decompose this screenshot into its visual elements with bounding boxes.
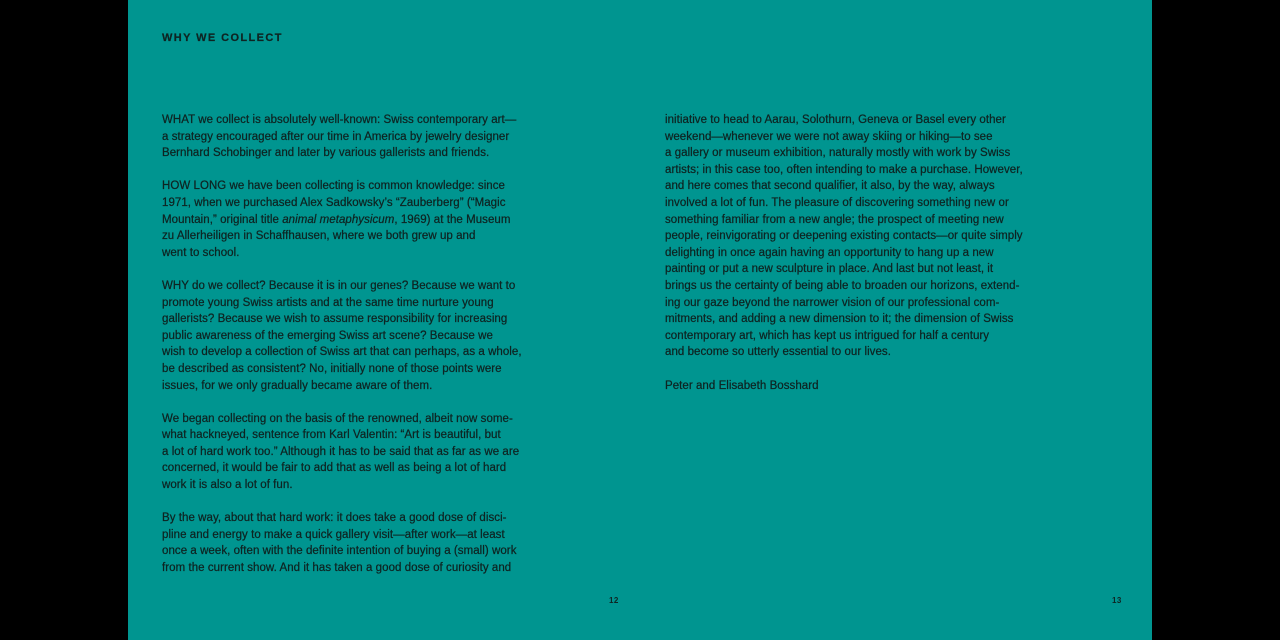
signature: Peter and Elisabeth Bosshard [665, 379, 819, 392]
book-spread [128, 0, 1152, 640]
body-paragraph: WHAT we collect is absolutely well-known: Swiss contemporary art— a strategy encouraged after our time in America by jewelry designer Bernhard Schobinger and later by various gallerists and friends. [162, 114, 517, 160]
body-paragraph: We began collecting on the basis of the renowned, albeit now some- what hackneyed, sentence from Karl Valentin: “Art is beautiful, but a lot of hard work too.” Although it has to be said that as far as we are concerned, it would be fair to add that as well as being a lot of hard work it is also a lot of fun. [162, 412, 520, 492]
page-number-left: 12 [609, 596, 619, 605]
page-number-right: 13 [1112, 596, 1122, 605]
left-page-text-column [162, 112, 574, 593]
backdrop-left-bar [0, 0, 128, 640]
backdrop-right-bar [1152, 0, 1280, 640]
body-paragraph: By the way, about that hard work: it does take a good dose of disci- pline and energy to make a quick gallery visit—after work—at least once a week, often with the definite intention of buying a (small) work from the current show. And it has taken a good dose of curiosity and [162, 512, 517, 575]
body-paragraph: WHY do we collect? Because it is in our genes? Because we want to promote young Swiss artists and at the same time nurture young gallerists? Because we wish to assume responsibility for increasing public awareness of the emerging Swiss art scene? Because we wish to develop a collection of Swiss art that can perhaps, as a whole, be described as consistent? No, initially none of those points were issues, for we only gradually became aware of them. [162, 279, 522, 392]
body-paragraph: initiative to head to Aarau, Solothurn, Geneva or Basel every other weekend—whenever we were not away skiing or hiking—to see a gallery or museum exhibition, naturally mostly with work by Swiss artists; in this case too, often intending to make a purchase. However, and here comes that second qualifier, it also, by the way, always involved a lot of fun. The pleasure of discovering something new or something familiar from a new angle; the prospect of meeting new people, reinvigorating or deepening existing contacts—or quite simply delighting in once again having an opportunity to hang up a new painting or put a new sculpture in place. And last but not least, it brings us the certainty of being able to broaden our horizons, extend- ing our gaze beyond the narrower vision of our professional com- mitments, and adding a new dimension to it; the dimension of Swiss contemporary art, which has kept us intrigued for half a century and become so utterly essential to our lives. [665, 114, 1023, 359]
body-paragraph: HOW LONG we have been collecting is common knowledge: since 1971, when we purchased Alex Sadkowsky’s “Zauberberg” (“Magic Mountain,” original title animal metaphysicum, 1969) at the Museum zu Allerheiligen in Schaffhausen, where we both grew up and went to school. [162, 180, 511, 259]
section-title: WHY WE COLLECT [162, 32, 283, 44]
right-page-text-column [665, 112, 1077, 394]
